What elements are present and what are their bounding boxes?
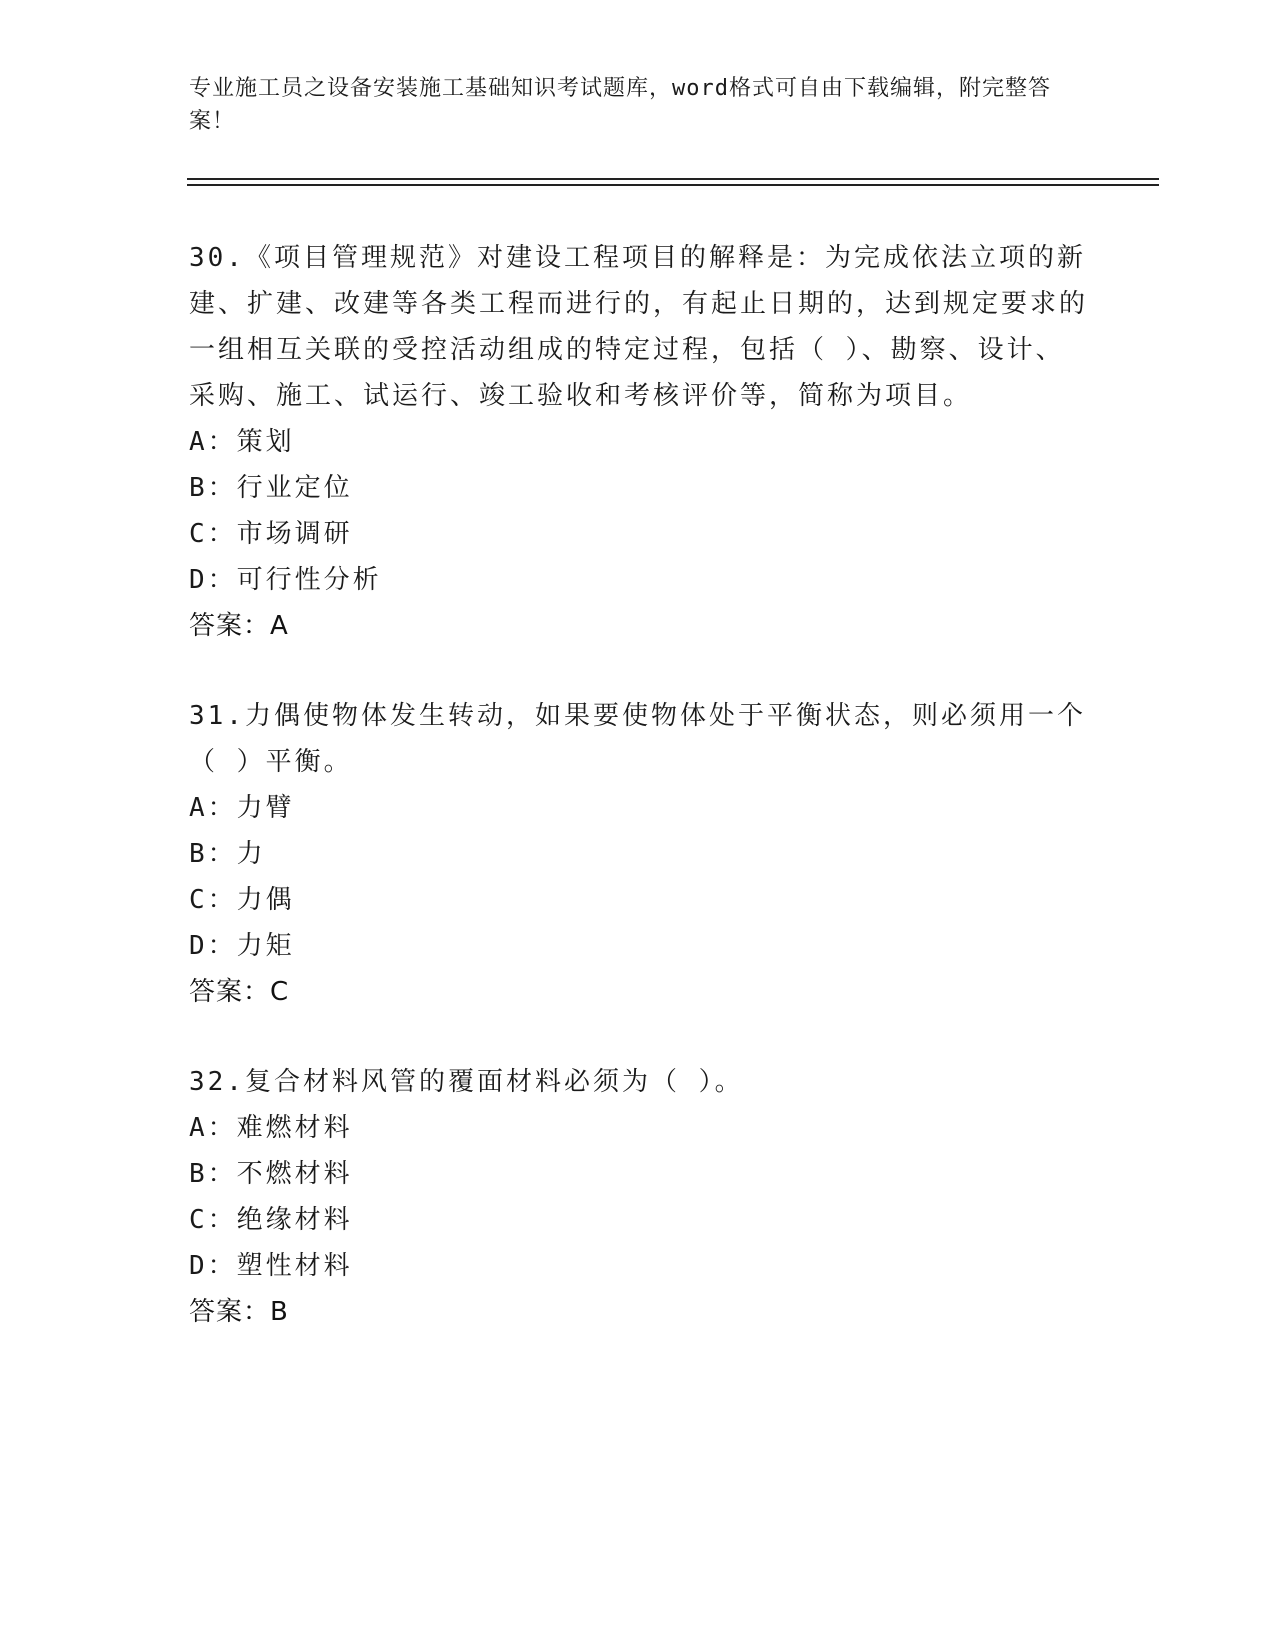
question-30 bbox=[189, 235, 1089, 649]
option-a: A：策划 bbox=[189, 427, 295, 457]
option-b: B：不燃材料 bbox=[189, 1159, 353, 1189]
option-a: A：难燃材料 bbox=[189, 1113, 353, 1143]
option-d: D：塑性材料 bbox=[189, 1251, 353, 1281]
header-divider-top bbox=[187, 178, 1159, 180]
option-c: C：力偶 bbox=[189, 885, 295, 915]
option-b: B：行业定位 bbox=[189, 473, 353, 503]
answer: 答案：A bbox=[189, 611, 289, 641]
option-b: B：力 bbox=[189, 839, 266, 869]
option-c: C：市场调研 bbox=[189, 519, 353, 549]
question-stem: 32.复合材料风管的覆面材料必须为（ ）。 bbox=[189, 1067, 744, 1097]
question-stem: 31.力偶使物体发生转动，如果要使物体处于平衡状态，则必须用一个（ ）平衡。 bbox=[189, 701, 1086, 777]
option-a: A：力臂 bbox=[189, 793, 295, 823]
answer: 答案：C bbox=[189, 977, 290, 1007]
header-divider-bottom bbox=[187, 184, 1159, 186]
question-31 bbox=[189, 693, 1089, 1015]
option-d: D：可行性分析 bbox=[189, 565, 382, 595]
option-d: D：力矩 bbox=[189, 931, 295, 961]
question-32 bbox=[189, 1059, 1089, 1335]
option-c: C：绝缘材料 bbox=[189, 1205, 353, 1235]
question-stem: 30.《项目管理规范》对建设工程项目的解释是：为完成依法立项的新建、扩建、改建等各类工程而进行的，有起止日期的，达到规定要求的一组相互关联的受控活动组成的特定过程，包括（ ）、勘察、设计、采购、施工、试运行、竣工验收和考核评价等，简称为项目。 bbox=[189, 243, 1089, 411]
document-header: 专业施工员之设备安装施工基础知识考试题库，word格式可自由下载编辑，附完整答案！ bbox=[189, 76, 1051, 134]
answer: 答案：B bbox=[189, 1297, 289, 1327]
